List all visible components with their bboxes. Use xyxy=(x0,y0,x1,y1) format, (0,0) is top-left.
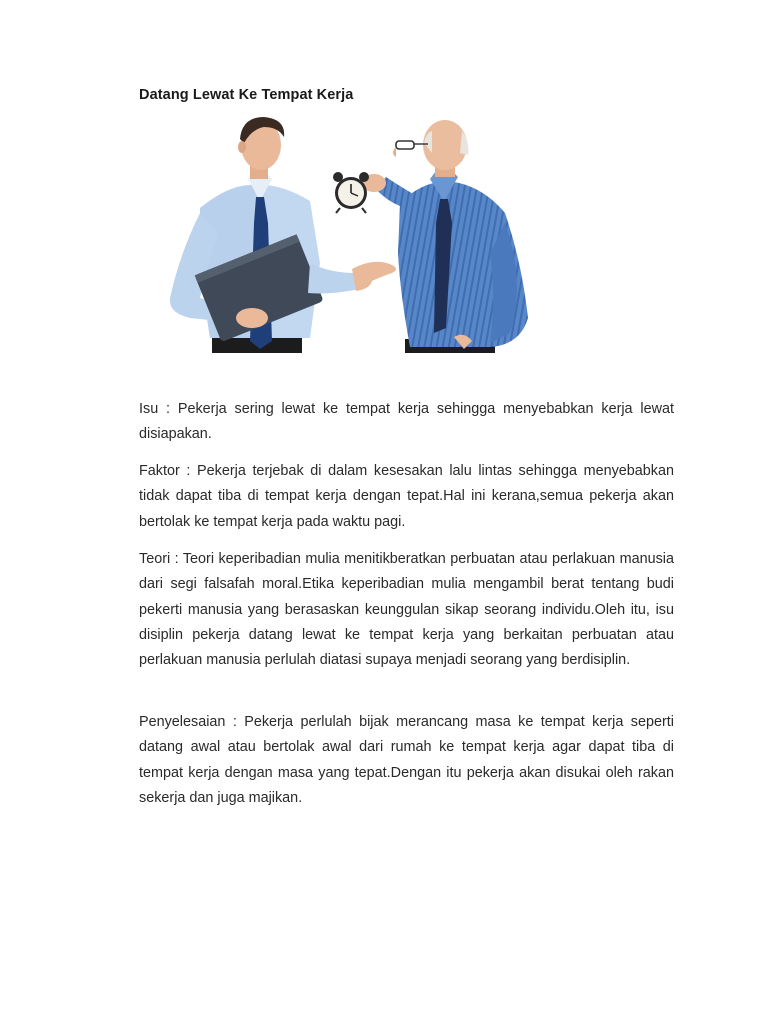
paragraph-teori: Teori : Teori keperibadian mulia menitikberatkan perbuatan atau perlakuan manusia dari segi falsafah moral.Etika keperibadian mulia mengambil berat tentang budi pekerti manusia yang berasaskan keunggulan sikap seorang individu.Oleh itu, isu disiplin pekerja datang lewat ke tempat kerja yang berkaitan perbuatan atau perlakuan manusia perlulah diatasi supaya menjadi seorang yang berdisiplin. xyxy=(139,551,674,669)
two-men-alarm-clock-illustration xyxy=(160,113,540,353)
document-title: Datang Lewat Ke Tempat Kerja xyxy=(139,87,354,103)
paragraph-penyelesaian: Penyelesaian : Pekerja perlulah bijak merancang masa ke tempat kerja seperti datang awal atau bertolak awal dari rumah ke tempat kerja agar dapat tiba di tempat kerja dengan masa yang tepat.Dengan itu pekerja akan disukai oleh rakan sekerja dan juga majikan. xyxy=(139,714,674,806)
old-man-figure xyxy=(362,120,528,353)
young-man-figure xyxy=(170,117,396,353)
paragraph-faktor: Faktor : Pekerja terjebak di dalam kesesakan lalu lintas sehingga menyebabkan tidak dapat tiba di tempat kerja dengan tepat.Hal ini kerana,semua pekerja akan bertolak ke tempat kerja pada waktu pagi. xyxy=(139,463,674,530)
alarm-clock-icon xyxy=(333,172,369,213)
paragraph-isu: Isu : Pekerja sering lewat ke tempat kerja sehingga menyebabkan kerja lewat disiapakan. xyxy=(139,401,674,443)
